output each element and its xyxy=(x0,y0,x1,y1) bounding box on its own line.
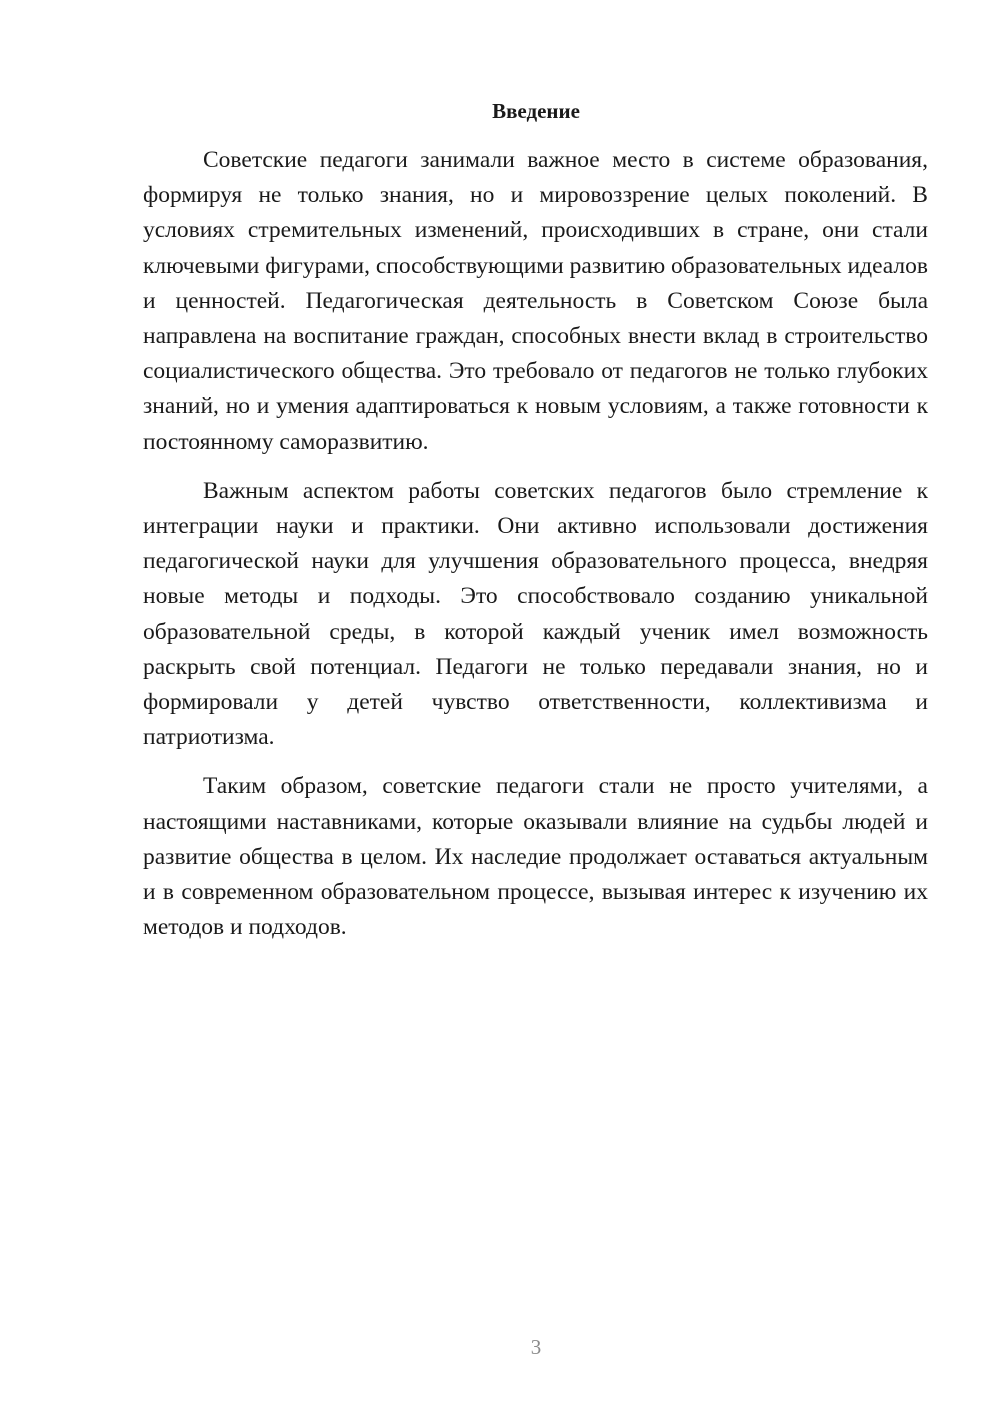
paragraph-2: Важным аспектом работы советских педагогов было стремление к интеграции науки и практики. Они активно использовали достижения педагогической науки для улучшения образовательного процесса, внедряя новые методы и подходы. Это способствовало созданию уникальной образовательной среды, в которой каждый ученик имел возможность раскрыть свой потенциал. Педагоги не только передавали знания, но и формировали у детей чувство ответственности, коллективизма и патриотизма. xyxy=(143,477,928,751)
section-heading: Введение xyxy=(492,99,580,123)
body-text xyxy=(143,143,928,945)
page-number: 3 xyxy=(530,1335,542,1359)
paragraph-3: Таким образом, советские педагоги стали не просто учителями, а настоящими наставниками, которые оказывали влияние на судьбы людей и развитие общества в целом. Их наследие продолжает оставаться актуальным и в современном образовательном процессе, вызывая интерес к изучению их методов и подходов. xyxy=(143,773,928,941)
paragraph-1: Советские педагоги занимали важное место в системе образования, формируя не только знания, но и мировоззрение целых поколений. В условиях стремительных изменений, происходивших в стране, они стали ключевыми фигурами, способствующими развитию образовательных идеалов и ценностей. Педагогическая деятельность в Советском Союзе была направлена на воспитание граждан, способных внести вклад в строительство социалистического общества. Это требовало от педагогов не только глубоких знаний, но и умения адаптироваться к новым условиям, а также готовности к постоянному саморазвитию. xyxy=(143,147,929,455)
